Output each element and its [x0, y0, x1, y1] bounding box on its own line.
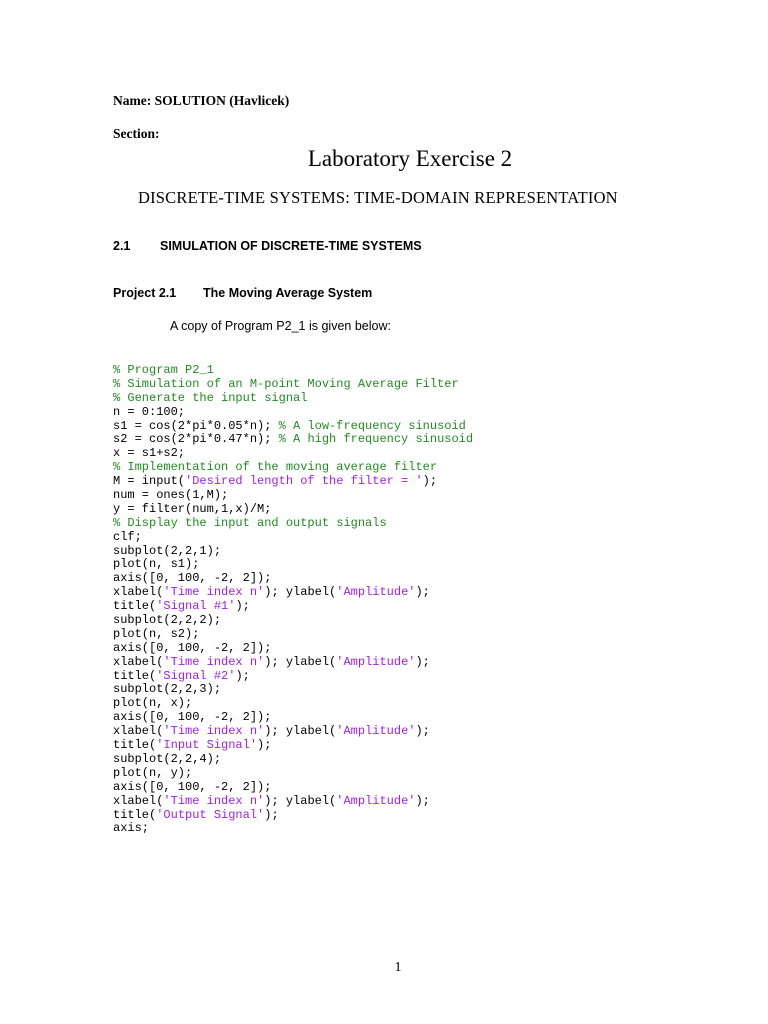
code-text: x = s1+s2;	[113, 446, 186, 461]
name-value: SOLUTION (Havlicek)	[154, 93, 290, 108]
code-line	[113, 670, 473, 684]
code-text: title(	[113, 668, 157, 683]
code-text: axis([0, 100, -2, 2]);	[113, 571, 272, 586]
code-text: clf;	[113, 529, 142, 544]
code-comment: % Display the input and output signals	[113, 515, 387, 530]
code-text: );	[422, 474, 438, 489]
code-line	[113, 447, 473, 461]
code-text: n = 0:100;	[113, 404, 186, 419]
code-text: xlabel(	[113, 585, 164, 600]
document-title: Laboratory Exercise 2	[307, 146, 513, 171]
code-line	[113, 433, 473, 447]
section-line	[113, 126, 160, 142]
code-line	[113, 767, 473, 781]
code-text: );	[264, 807, 279, 822]
code-line	[113, 378, 473, 392]
code-line	[113, 572, 473, 586]
code-text: axis([0, 100, -2, 2]);	[113, 710, 272, 725]
code-string: 'Time index n'	[163, 654, 265, 669]
code-text: subplot(2,2,2);	[113, 613, 222, 628]
code-line	[113, 420, 473, 434]
code-text: s2 = cos(2*pi*0.47*n);	[113, 432, 279, 447]
project-title: The Moving Average System	[203, 286, 373, 300]
code-text: axis([0, 100, -2, 2]);	[113, 779, 272, 794]
code-line	[113, 822, 473, 836]
code-comment: % Implementation of the moving average filter	[113, 460, 438, 475]
code-text: xlabel(	[113, 724, 164, 739]
name-label: Name:	[113, 93, 152, 108]
document-subtitle: DISCRETE-TIME SYSTEMS: TIME-DOMAIN REPRESENTATION	[138, 188, 618, 207]
code-line	[113, 586, 473, 600]
section-title: SIMULATION OF DISCRETE-TIME SYSTEMS	[160, 239, 422, 253]
code-text: );	[415, 654, 430, 669]
code-line	[113, 406, 473, 420]
code-line	[113, 697, 473, 711]
code-line	[113, 628, 473, 642]
code-comment: % Program P2_1	[113, 363, 214, 377]
section-number: 2.1	[113, 239, 131, 253]
code-text: title(	[113, 738, 157, 753]
code-line	[113, 683, 473, 697]
intro-text: A copy of Program P2_1 is given below:	[170, 319, 391, 333]
code-text: title(	[113, 807, 157, 822]
code-text: y = filter(num,1,x)/M;	[113, 501, 272, 516]
code-string: 'Amplitude'	[336, 654, 416, 669]
code-text: );	[415, 724, 430, 739]
code-text: );	[257, 738, 272, 753]
code-string: 'Signal #2'	[156, 668, 236, 683]
code-string: 'Amplitude'	[336, 724, 416, 739]
code-line	[113, 489, 473, 503]
code-text: axis;	[113, 821, 150, 836]
code-line	[113, 809, 473, 823]
code-string: 'Input Signal'	[156, 738, 258, 753]
code-string: 'Time index n'	[163, 585, 265, 600]
code-line	[113, 711, 473, 725]
code-comment: % Simulation of an M-point Moving Average Filter	[113, 376, 459, 391]
code-text: plot(n, x);	[113, 696, 193, 711]
code-string: 'Output Signal'	[156, 807, 265, 822]
code-string: 'Amplitude'	[336, 585, 416, 600]
code-text: plot(n, y);	[113, 765, 193, 780]
section-label: Section:	[113, 126, 160, 141]
code-text: subplot(2,2,1);	[113, 543, 222, 558]
code-line	[113, 600, 473, 614]
code-line	[113, 725, 473, 739]
code-text: num = ones(1,M);	[113, 488, 229, 503]
code-text: );	[415, 585, 430, 600]
project-heading	[113, 286, 372, 300]
code-line	[113, 392, 473, 406]
code-line	[113, 656, 473, 670]
code-comment: % Generate the input signal	[113, 390, 308, 405]
code-line	[113, 531, 473, 545]
code-string: 'Signal #1'	[156, 599, 236, 614]
code-text: ); ylabel(	[264, 793, 337, 808]
code-line	[113, 475, 473, 489]
code-line	[113, 364, 473, 378]
code-text: );	[235, 668, 250, 683]
code-string: 'Desired length of the filter = '	[185, 474, 423, 489]
code-line	[113, 739, 473, 753]
code-text: );	[415, 793, 430, 808]
page-number: 1	[394, 960, 402, 975]
code-text: subplot(2,2,3);	[113, 682, 222, 697]
code-listing	[113, 364, 473, 836]
project-number: Project 2.1	[113, 286, 177, 300]
name-line	[113, 93, 289, 109]
code-line	[113, 461, 473, 475]
code-text: xlabel(	[113, 654, 164, 669]
code-comment: % A low-frequency sinusoid	[278, 418, 466, 433]
code-text: ); ylabel(	[264, 585, 337, 600]
code-text: );	[235, 599, 250, 614]
code-line	[113, 795, 473, 809]
code-string: 'Amplitude'	[336, 793, 416, 808]
code-line	[113, 614, 473, 628]
code-text: title(	[113, 599, 157, 614]
code-text: s1 = cos(2*pi*0.05*n);	[113, 418, 279, 433]
code-line	[113, 558, 473, 572]
code-line	[113, 781, 473, 795]
code-line	[113, 753, 473, 767]
code-text: ); ylabel(	[264, 654, 337, 669]
code-text: ); ylabel(	[264, 724, 337, 739]
code-line	[113, 642, 473, 656]
code-string: 'Time index n'	[163, 724, 265, 739]
code-comment: % A high frequency sinusoid	[278, 432, 474, 447]
code-line	[113, 517, 473, 531]
section-heading	[113, 239, 422, 253]
code-string: 'Time index n'	[163, 793, 265, 808]
code-line	[113, 503, 473, 517]
code-text: plot(n, s1);	[113, 557, 200, 572]
code-text: plot(n, s2);	[113, 626, 200, 641]
code-line	[113, 545, 473, 559]
code-text: axis([0, 100, -2, 2]);	[113, 640, 272, 655]
code-text: M = input(	[113, 474, 186, 489]
code-text: xlabel(	[113, 793, 164, 808]
code-text: subplot(2,2,4);	[113, 751, 222, 766]
